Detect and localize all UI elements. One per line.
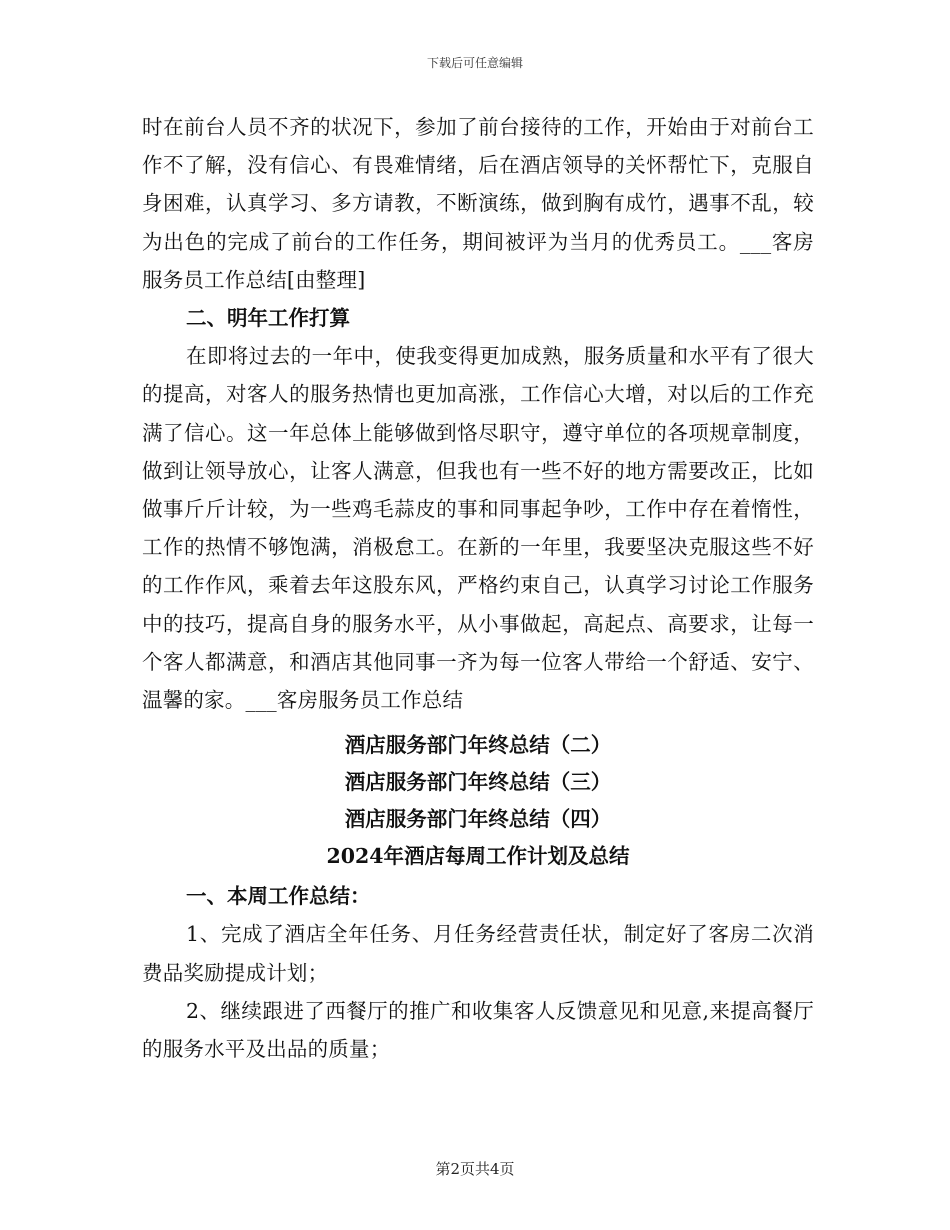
paragraph-continued: 时在前台人员不齐的状况下，参加了前台接待的工作，开始由于对前台工作不了解，没有信心、有畏难情绪，后在酒店领导的关怀帮忙下，克服自身困难，认真学习、多方请教，不断演练，做到胸有成竹，遇事不乱，较为出色的完成了前台的工作任务，期间被评为当月的优秀员工。___客房服务员工作总结[由整理] (142, 115, 814, 292)
title-summary-four: 酒店服务部门年终总结（四） (344, 807, 612, 832)
list-item-2: 2、继续跟进了西餐厅的推广和收集客人反馈意见和见意,来提高餐厅的服务水平及出品的质量； (142, 998, 814, 1062)
title-group (142, 727, 814, 875)
title-summary-two: 酒店服务部门年终总结（二） (344, 733, 612, 758)
document-body (142, 108, 814, 1068)
list-item-1: 1、完成了酒店全年任务、月任务经营责任状，制定好了客房二次消费品奖励提成计划； (142, 922, 814, 985)
title-summary-three: 酒店服务部门年终总结（三） (344, 770, 612, 795)
page-header: 下载后可任意编辑 (426, 56, 523, 70)
page-footer: 第2页共4页 (435, 1160, 515, 1178)
paragraph-next-year-plan: 在即将过去的一年中，使我变得更加成熟，服务质量和水平有了很大的提高，对客人的服务热情也更加高涨，工作信心大增，对以后的工作充满了信心。这一年总体上能够做到恪尽职守，遵守单位的各项规章制度，做到让领导放心，让客人满意，但我也有一些不好的地方需要改正，比如做事斤斤计较，为一些鸡毛蒜皮的事和同事起争吵，工作中存在着惰性，工作的热情不够饱满，消极怠工。在新的一年里，我要坚决克服这些不好的工作作风，乘着去年这股东风，严格约束自己，认真学习讨论工作服务中的技巧，提高自身的服务水平，从小事做起，高起点、高要求，让每一个客人都满意，和酒店其他同事一齐为每一位客人带给一个舒适、安宁、温馨的家。___客房服务员工作总结 (142, 344, 814, 713)
title-weekly-plan: 2024年酒店每周工作计划及总结 (326, 844, 630, 869)
section-heading-next-year-plan: 二、明年工作打算 (186, 306, 350, 331)
section-heading-weekly-summary: 一、本周工作总结： (186, 884, 371, 909)
